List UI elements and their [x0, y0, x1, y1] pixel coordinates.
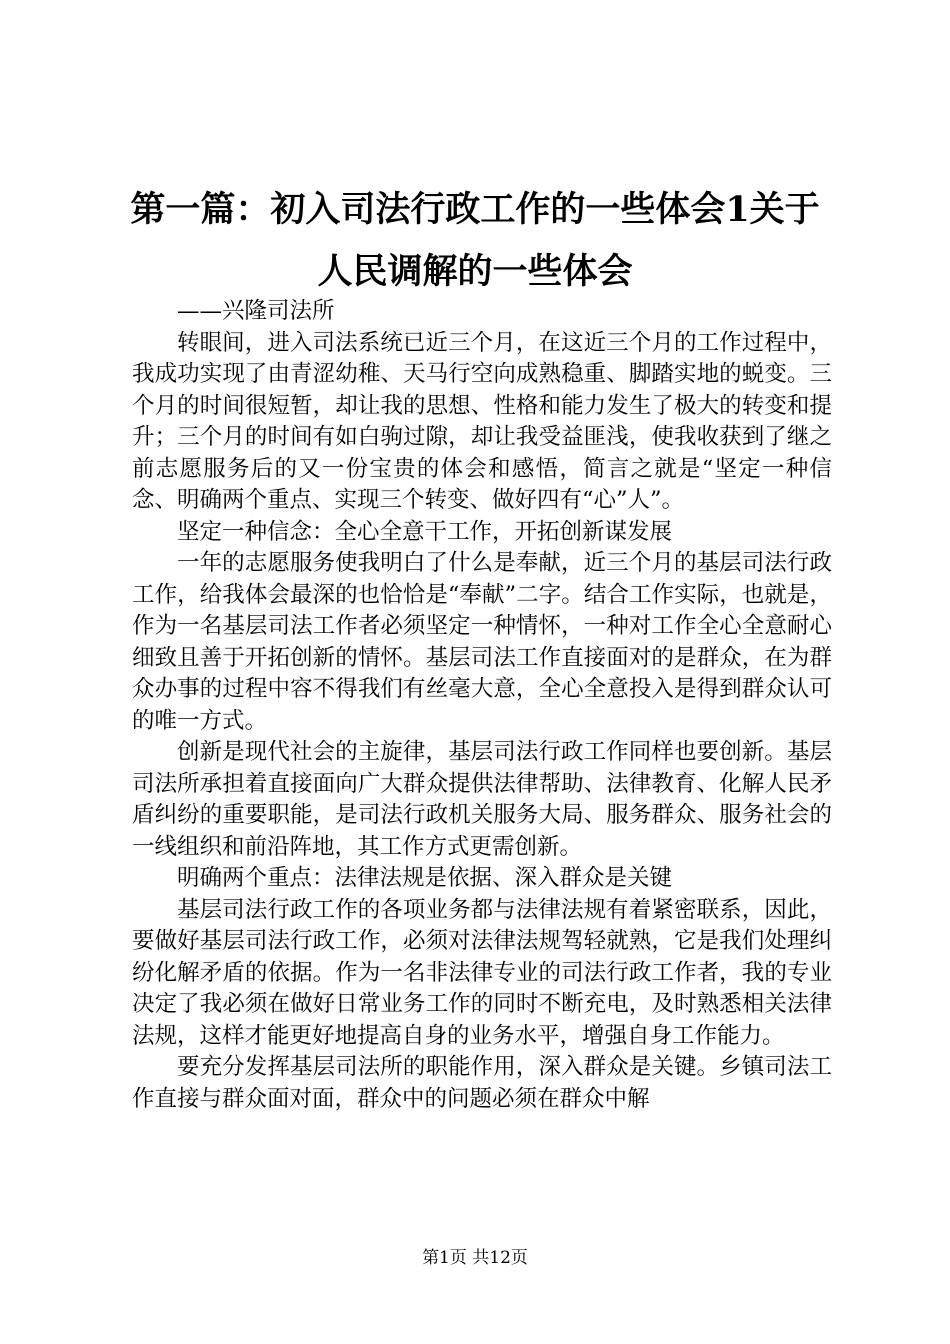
document-title-line-1: 第一篇：初入司法行政工作的一些体会1关于: [130, 189, 820, 230]
paragraph: 转眼间，进入司法系统已近三个月，在这近三个月的工作过程中，我成功实现了由青涩幼稚、天马行空向成熟稳重、脚踏实地的蜕变。三个月的时间很短暂，却让我的思想、性格和能力发生了极大的转变和提升；三个月的时间有如白驹过隙，却让我受益匪浅，使我收获到了继之前志愿服务后的又一份宝贵的体会和感悟，简言之就是“坚定一种信念、明确两个重点、实现三个转变、做好四有“心”人”。: [132, 329, 832, 513]
page-number-footer: 第1页 共12页: [422, 1248, 528, 1268]
section-heading: 坚定一种信念：全心全意干工作，开拓创新谋发展: [177, 518, 673, 545]
document-title-line-2: 人民调解的一些体会: [317, 251, 633, 292]
byline: ——兴隆司法所: [177, 298, 335, 324]
document-body: [132, 296, 832, 1115]
section-heading: 明确两个重点：法律法规是依据、深入群众是关键: [177, 865, 673, 891]
paragraph: 基层司法行政工作的各项业务都与法律法规有着紧密联系，因此，要做好基层司法行政工作，必须对法律法规驾轻就熟，它是我们处理纠纷化解矛盾的依据。作为一名非法律专业的司法行政工作者，我的专业决定了我必须在做好日常业务工作的同时不断充电，及时熟悉相关法律法规，这样才能更好地提高自身的业务水平，增强自身工作能力。: [132, 896, 832, 1049]
paragraph: 一年的志愿服务使我明白了什么是奉献，近三个月的基层司法行政工作，给我体会最深的也恰恰是“奉献”二字。结合工作实际，也就是，作为一名基层司法工作者必须坚定一种情怀，一种对工作全心全意耐心细致且善于开拓创新的情怀。基层司法工作直接面对的是群众，在为群众办事的过程中容不得我们有丝毫大意，全心全意投入是得到群众认可的唯一方式。: [132, 550, 832, 734]
paragraph: 要充分发挥基层司法所的职能作用，深入群众是关键。乡镇司法工作直接与群众面对面，群众中的问题必须在群众中解: [132, 1054, 832, 1112]
paragraph: 创新是现代社会的主旋律，基层司法行政工作同样也要创新。基层司法所承担着直接面向广大群众提供法律帮助、法律教育、化解人民矛盾纠纷的重要职能，是司法行政机关服务大局、服务群众、服务社会的一线组织和前沿阵地，其工作方式更需创新。: [132, 739, 832, 860]
